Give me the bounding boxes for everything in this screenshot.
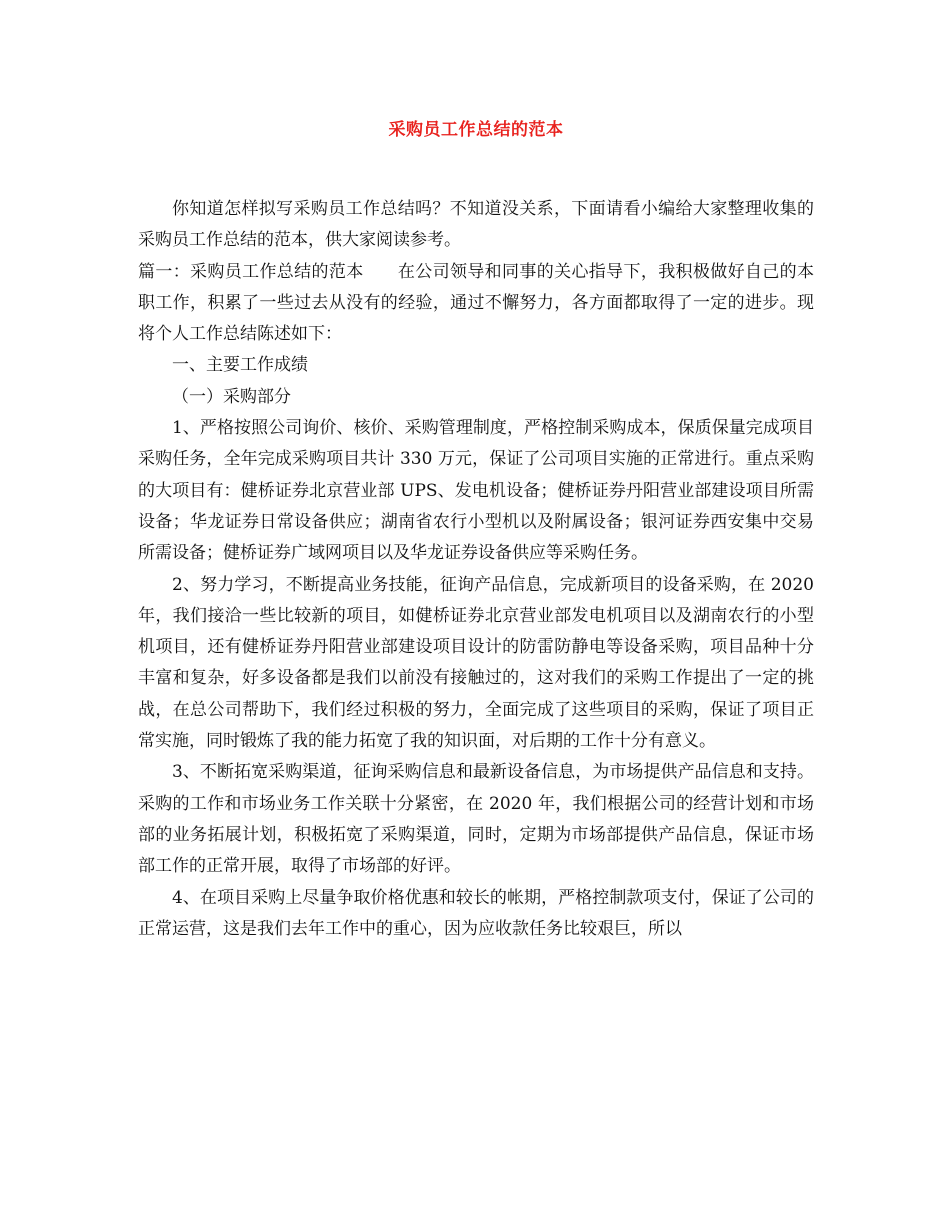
intro-paragraph: 你知道怎样拟写采购员工作总结吗？不知道没关系，下面请看小编给大家整理收集的采购员工作总结的范本，供大家阅读参考。 xyxy=(138,199,814,251)
list-item-3: 3、不断拓宽采购渠道，征询采购信息和最新设备信息，为市场提供产品信息和支持。采购的工作和市场业务工作关联十分紧密，在 2020 年，我们根据公司的经营计划和市场部的业务拓展计划，积极拓宽了采购渠道，同时，定期为市场部提供产品信息，保证市场部工作的正常开展，取得了市场部的好评。 xyxy=(138,762,814,877)
part1-lead: 在公司领导和同事的关心指导下，我积极做好自己的本职工作，积累了一些过去从没有的经验，通过不懈努力，各方面都取得了一定的进步。现将个人工作总结陈述如下： xyxy=(138,261,815,345)
part1-heading: 篇一：采购员工作总结的范本 xyxy=(138,261,364,282)
subsection-heading-1: （一）采购部分 xyxy=(172,386,291,407)
document-title: 采购员工作总结的范本 xyxy=(388,120,564,140)
part1-paragraph xyxy=(138,257,814,351)
list-item-1: 1、严格按照公司询价、核价、采购管理制度，严格控制采购成本，保质保量完成项目采购任务，全年完成采购项目共计 330 万元，保证了公司项目实施的正常进行。重点采购的大项目有：健桥证券北京营业部 UPS、发电机设备；健桥证券丹阳营业部建设项目所需设备；华龙证券日常设备供应；湖南省农行小型机以及附属设备；银河证券西安集中交易所需设备；健桥证券广域网项目以及华龙证券设备供应等采购任务。 xyxy=(138,418,814,564)
list-item-4: 4、在项目采购上尽量争取价格优惠和较长的帐期，严格控制款项支付，保证了公司的正常运营，这是我们去年工作中的重心，因为应收款任务比较艰巨，所以 xyxy=(138,887,814,939)
document-page xyxy=(138,118,814,945)
list-item-2: 2、努力学习，不断提高业务技能，征询产品信息，完成新项目的设备采购，在 2020 年，我们接洽一些比较新的项目，如健桥证券北京营业部发电机项目以及湖南农行的小型机项目，还有健桥证券丹阳营业部建设项目设计的防雷防静电等设备采购，项目品种十分丰富和复杂，好多设备都是我们以前没有接触过的，这对我们的采购工作提出了一定的挑战，在总公司帮助下，我们经过积极的努力，全面完成了这些项目的采购，保证了项目正常实施，同时锻炼了我的能力拓宽了我的知识面，对后期的工作十分有意义。 xyxy=(138,574,814,752)
section-heading-1: 一、主要工作成绩 xyxy=(172,355,308,376)
